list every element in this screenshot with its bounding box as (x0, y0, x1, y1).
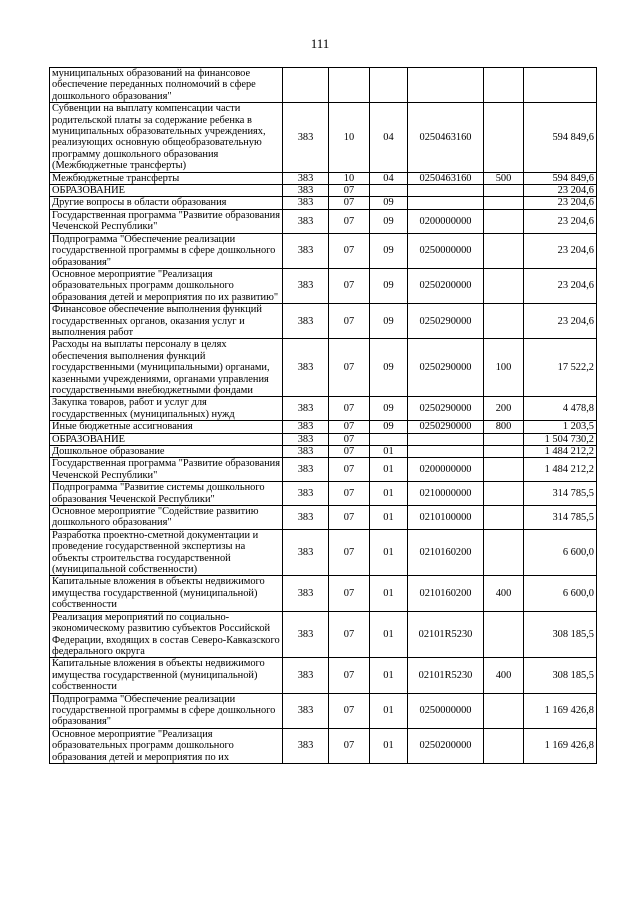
grbs-code-cell: 383 (283, 233, 329, 268)
expense-type-cell (484, 185, 524, 197)
amount-cell: 23 204,6 (524, 197, 597, 209)
expense-type-cell (484, 506, 524, 530)
grbs-code-cell: 383 (283, 458, 329, 482)
item-name-cell: Другие вопросы в области образования (50, 197, 283, 209)
section-code-cell: 07 (329, 693, 370, 728)
amount-cell: 1 169 426,8 (524, 728, 597, 763)
expense-type-cell (484, 304, 524, 339)
section-code-cell: 10 (329, 103, 370, 172)
grbs-code-cell: 383 (283, 576, 329, 611)
grbs-code-cell: 383 (283, 658, 329, 693)
item-name-cell: Государственная программа "Развитие образования Чеченской Республики" (50, 209, 283, 233)
item-name-cell: муниципальных образований на финансовое обеспечение переданных полномочий в сфере дошкольного образования" (50, 68, 283, 103)
amount-cell: 23 204,6 (524, 304, 597, 339)
budget-table (49, 67, 597, 764)
subsection-code-cell: 09 (370, 421, 408, 433)
subsection-code-cell: 01 (370, 529, 408, 576)
target-article-cell: 0250290000 (408, 339, 484, 397)
expense-type-cell: 100 (484, 339, 524, 397)
amount-cell: 6 600,0 (524, 529, 597, 576)
expense-type-cell (484, 693, 524, 728)
subsection-code-cell: 01 (370, 658, 408, 693)
section-code-cell: 07 (329, 304, 370, 339)
amount-cell: 23 204,6 (524, 268, 597, 303)
expense-type-cell (484, 103, 524, 172)
target-article-cell: 0250200000 (408, 728, 484, 763)
table-row (50, 209, 597, 233)
table-row (50, 103, 597, 172)
grbs-code-cell: 383 (283, 421, 329, 433)
item-name-cell: Субвенции на выплату компенсации части родительской платы за содержание ребенка в муниципальных образовательных учреждениях, реализующих основную общеобразовательную программу дошкольного образования (Межбюджетные трансферты) (50, 103, 283, 172)
page-number: 111 (310, 36, 330, 51)
target-article-cell (408, 446, 484, 458)
expense-type-cell: 800 (484, 421, 524, 433)
section-code-cell: 07 (329, 576, 370, 611)
subsection-code-cell (370, 433, 408, 445)
amount-cell: 23 204,6 (524, 185, 597, 197)
target-article-cell (408, 197, 484, 209)
table-row (50, 68, 597, 103)
table-row (50, 233, 597, 268)
expense-type-cell (484, 433, 524, 445)
target-article-cell: 0250200000 (408, 268, 484, 303)
item-name-cell: Капитальные вложения в объекты недвижимого имущества государственной (муниципальной) собственности (50, 658, 283, 693)
item-name-cell: Финансовое обеспечение выполнения функций государственных органов, оказания услуг и выполнения работ (50, 304, 283, 339)
subsection-code-cell: 09 (370, 197, 408, 209)
grbs-code-cell: 383 (283, 611, 329, 658)
item-name-cell: Иные бюджетные ассигнования (50, 421, 283, 433)
expense-type-cell (484, 209, 524, 233)
table-row (50, 458, 597, 482)
expense-type-cell (484, 728, 524, 763)
grbs-code-cell: 383 (283, 304, 329, 339)
section-code-cell: 07 (329, 197, 370, 209)
expense-type-cell (484, 268, 524, 303)
table-row (50, 397, 597, 421)
expense-type-cell: 500 (484, 172, 524, 184)
expense-type-cell (484, 611, 524, 658)
amount-cell: 6 600,0 (524, 576, 597, 611)
subsection-code-cell: 09 (370, 268, 408, 303)
subsection-code-cell: 01 (370, 506, 408, 530)
amount-cell: 594 849,6 (524, 172, 597, 184)
expense-type-cell: 400 (484, 658, 524, 693)
grbs-code-cell: 383 (283, 172, 329, 184)
subsection-code-cell: 01 (370, 576, 408, 611)
table-row (50, 172, 597, 184)
target-article-cell: 0250463160 (408, 172, 484, 184)
table-row (50, 197, 597, 209)
grbs-code-cell: 383 (283, 339, 329, 397)
expense-type-cell (484, 446, 524, 458)
item-name-cell: Разработка проектно-сметной документации и проведение государственной экспертизы на объекты строительства государственной (муниципальной собственности) (50, 529, 283, 576)
expense-type-cell (484, 482, 524, 506)
item-name-cell: Подпрограмма "Обеспечение реализации государственной программы в сфере дошкольного образования" (50, 693, 283, 728)
table-row (50, 506, 597, 530)
grbs-code-cell: 383 (283, 197, 329, 209)
grbs-code-cell (283, 68, 329, 103)
expense-type-cell (484, 529, 524, 576)
amount-cell: 1 504 730,2 (524, 433, 597, 445)
subsection-code-cell: 09 (370, 304, 408, 339)
target-article-cell (408, 433, 484, 445)
target-article-cell: 02101R5230 (408, 658, 484, 693)
section-code-cell: 07 (329, 185, 370, 197)
item-name-cell: Расходы на выплаты персоналу в целях обеспечения выполнения функций государственными (муниципальными) органами, казенными учреждениями, органами управления государственными внебюджетными фондами (50, 339, 283, 397)
budget-table-body (50, 68, 597, 764)
grbs-code-cell: 383 (283, 185, 329, 197)
subsection-code-cell: 04 (370, 172, 408, 184)
expense-type-cell: 200 (484, 397, 524, 421)
grbs-code-cell: 383 (283, 482, 329, 506)
grbs-code-cell: 383 (283, 397, 329, 421)
amount-cell: 314 785,5 (524, 482, 597, 506)
item-name-cell: Реализация мероприятий по социально-экономическому развитию субъектов Российской Федерации, входящих в состав Северо-Кавказского федерального округа (50, 611, 283, 658)
target-article-cell: 0250000000 (408, 693, 484, 728)
target-article-cell: 02101R5230 (408, 611, 484, 658)
item-name-cell: Подпрограмма "Обеспечение реализации государственной программы в сфере дошкольного образования" (50, 233, 283, 268)
amount-cell: 1 484 212,2 (524, 446, 597, 458)
target-article-cell: 0250463160 (408, 103, 484, 172)
amount-cell: 1 484 212,2 (524, 458, 597, 482)
subsection-code-cell: 01 (370, 446, 408, 458)
section-code-cell: 07 (329, 728, 370, 763)
section-code-cell: 07 (329, 421, 370, 433)
target-article-cell: 0200000000 (408, 458, 484, 482)
table-row (50, 268, 597, 303)
expense-type-cell (484, 68, 524, 103)
section-code-cell (329, 68, 370, 103)
subsection-code-cell: 09 (370, 233, 408, 268)
section-code-cell: 07 (329, 446, 370, 458)
amount-cell: 4 478,8 (524, 397, 597, 421)
expense-type-cell (484, 458, 524, 482)
subsection-code-cell: 04 (370, 103, 408, 172)
target-article-cell: 0250290000 (408, 421, 484, 433)
subsection-code-cell: 09 (370, 339, 408, 397)
table-row (50, 304, 597, 339)
subsection-code-cell: 01 (370, 611, 408, 658)
grbs-code-cell: 383 (283, 693, 329, 728)
section-code-cell: 07 (329, 506, 370, 530)
amount-cell: 1 203,5 (524, 421, 597, 433)
amount-cell: 594 849,6 (524, 103, 597, 172)
subsection-code-cell (370, 68, 408, 103)
section-code-cell: 07 (329, 458, 370, 482)
item-name-cell: Основное мероприятие "Реализация образовательных программ дошкольного образования детей и мероприятия по их (50, 728, 283, 763)
amount-cell: 17 522,2 (524, 339, 597, 397)
amount-cell: 1 169 426,8 (524, 693, 597, 728)
table-row (50, 658, 597, 693)
section-code-cell: 07 (329, 339, 370, 397)
target-article-cell: 0250000000 (408, 233, 484, 268)
grbs-code-cell: 383 (283, 433, 329, 445)
table-row (50, 611, 597, 658)
expense-type-cell (484, 197, 524, 209)
amount-cell: 308 185,5 (524, 611, 597, 658)
subsection-code-cell: 01 (370, 458, 408, 482)
table-row (50, 433, 597, 445)
subsection-code-cell: 09 (370, 209, 408, 233)
grbs-code-cell: 383 (283, 268, 329, 303)
section-code-cell: 07 (329, 233, 370, 268)
target-article-cell: 0210100000 (408, 506, 484, 530)
section-code-cell: 07 (329, 611, 370, 658)
item-name-cell: Основное мероприятие "Содействие развитию дошкольного образования" (50, 506, 283, 530)
target-article-cell: 0210160200 (408, 576, 484, 611)
table-row (50, 576, 597, 611)
table-row (50, 185, 597, 197)
amount-cell (524, 68, 597, 103)
table-row (50, 446, 597, 458)
target-article-cell: 0210000000 (408, 482, 484, 506)
subsection-code-cell: 01 (370, 482, 408, 506)
section-code-cell: 07 (329, 482, 370, 506)
grbs-code-cell: 383 (283, 103, 329, 172)
item-name-cell: Межбюджетные трансферты (50, 172, 283, 184)
expense-type-cell: 400 (484, 576, 524, 611)
section-code-cell: 07 (329, 209, 370, 233)
item-name-cell: ОБРАЗОВАНИЕ (50, 185, 283, 197)
grbs-code-cell: 383 (283, 506, 329, 530)
section-code-cell: 07 (329, 433, 370, 445)
section-code-cell: 10 (329, 172, 370, 184)
section-code-cell: 07 (329, 658, 370, 693)
item-name-cell: ОБРАЗОВАНИЕ (50, 433, 283, 445)
expense-type-cell (484, 233, 524, 268)
target-article-cell (408, 68, 484, 103)
item-name-cell: Дошкольное образование (50, 446, 283, 458)
item-name-cell: Капитальные вложения в объекты недвижимого имущества государственной (муниципальной) собственности (50, 576, 283, 611)
subsection-code-cell: 01 (370, 728, 408, 763)
item-name-cell: Закупка товаров, работ и услуг для государственных (муниципальных) нужд (50, 397, 283, 421)
target-article-cell: 0200000000 (408, 209, 484, 233)
table-row (50, 529, 597, 576)
subsection-code-cell: 01 (370, 693, 408, 728)
grbs-code-cell: 383 (283, 446, 329, 458)
item-name-cell: Основное мероприятие "Реализация образовательных программ дошкольного образования детей и мероприятия по их развитию" (50, 268, 283, 303)
grbs-code-cell: 383 (283, 529, 329, 576)
amount-cell: 308 185,5 (524, 658, 597, 693)
table-row (50, 482, 597, 506)
subsection-code-cell (370, 185, 408, 197)
grbs-code-cell: 383 (283, 728, 329, 763)
table-row (50, 421, 597, 433)
target-article-cell (408, 185, 484, 197)
item-name-cell: Подпрограмма "Развитие системы дошкольного образования Чеченской Республики" (50, 482, 283, 506)
table-row (50, 693, 597, 728)
section-code-cell: 07 (329, 529, 370, 576)
table-row (50, 339, 597, 397)
section-code-cell: 07 (329, 268, 370, 303)
amount-cell: 23 204,6 (524, 233, 597, 268)
target-article-cell: 0250290000 (408, 397, 484, 421)
target-article-cell: 0210160200 (408, 529, 484, 576)
grbs-code-cell: 383 (283, 209, 329, 233)
amount-cell: 314 785,5 (524, 506, 597, 530)
table-row (50, 728, 597, 763)
section-code-cell: 07 (329, 397, 370, 421)
amount-cell: 23 204,6 (524, 209, 597, 233)
subsection-code-cell: 09 (370, 397, 408, 421)
item-name-cell: Государственная программа "Развитие образования Чеченской Республики" (50, 458, 283, 482)
target-article-cell: 0250290000 (408, 304, 484, 339)
